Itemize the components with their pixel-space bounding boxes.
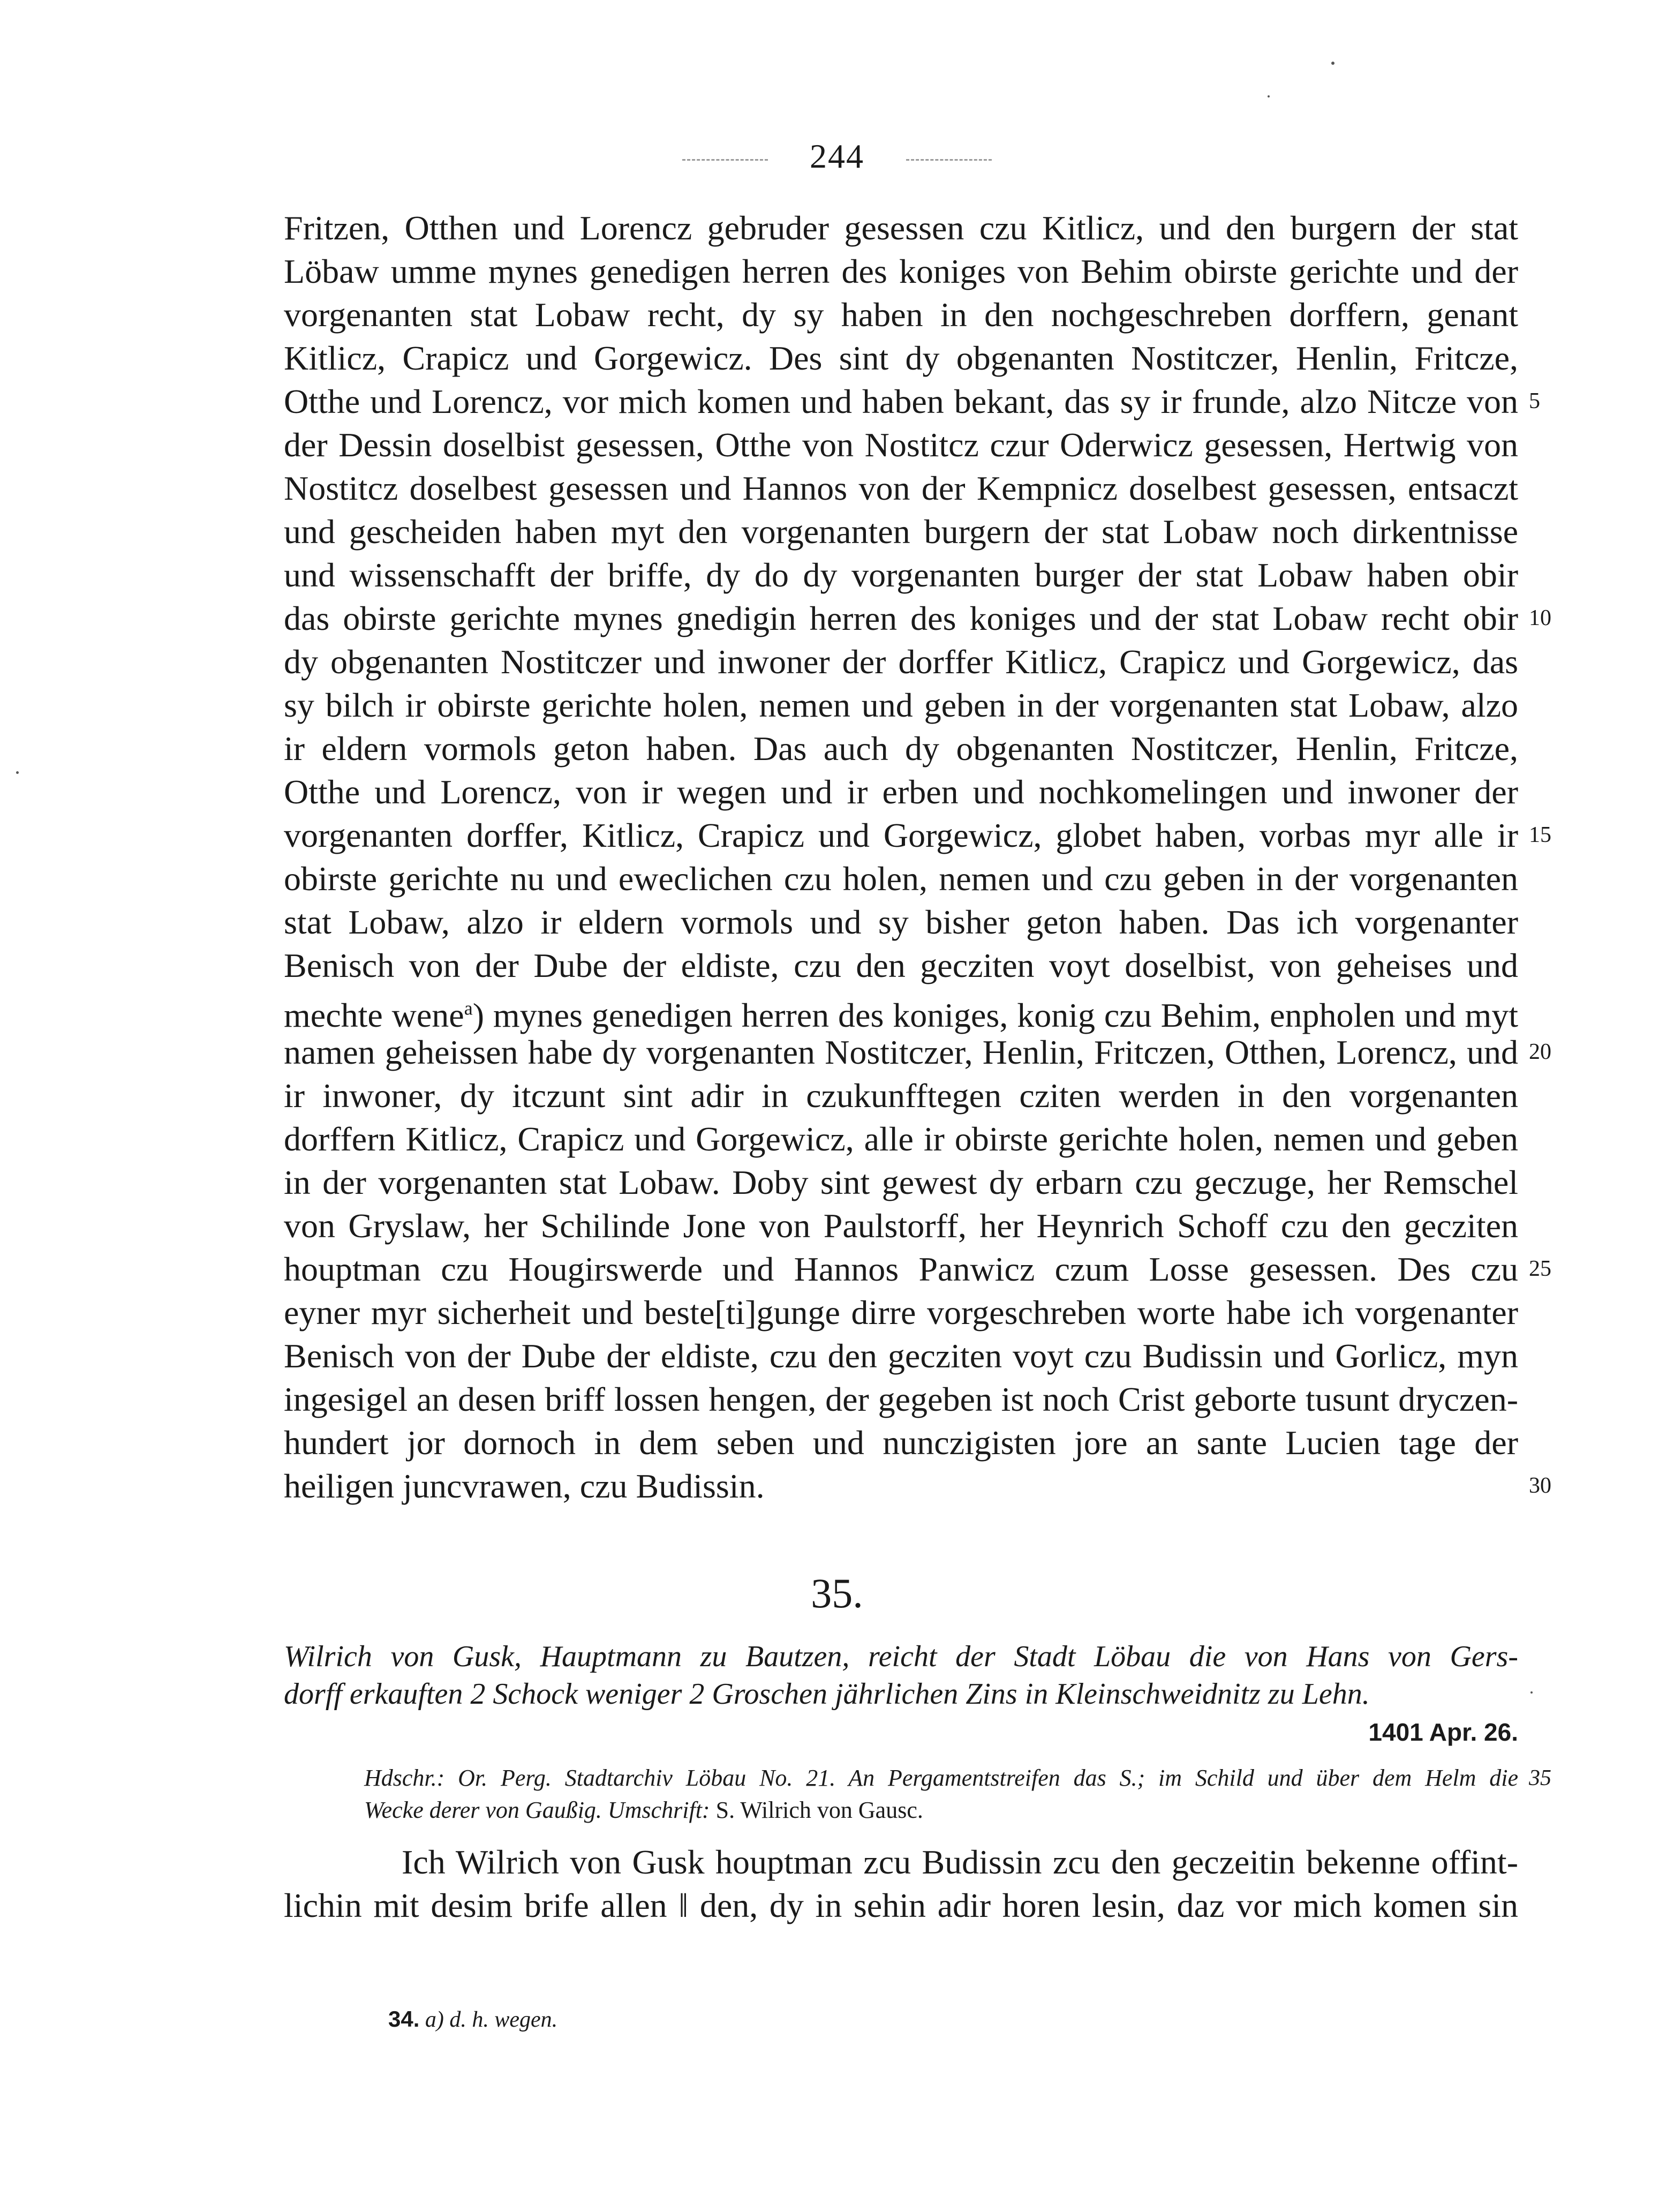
scan-speck	[1331, 62, 1334, 65]
line-number: 10	[1529, 606, 1551, 630]
summary-line: Wilrich von Gusk, Hauptmann zu Bautzen, reicht der Stadt Löbau die von Hans von Gers-	[284, 1640, 1518, 1673]
footnote-ref: 34.	[388, 2006, 420, 2032]
text-line	[284, 336, 1518, 380]
text-line	[284, 293, 1518, 336]
line-number: 15	[1529, 823, 1551, 847]
document-body	[284, 1840, 1518, 1927]
text-line	[284, 380, 1540, 423]
document-number: 35.	[811, 1570, 863, 1616]
text-line-content: dorffern Kitlicz, Crapicz und Gorgewicz, alle ir obirste gerichte holen, nemen und geben	[284, 1120, 1518, 1158]
text-line-content: houptman czu Hougirswerde und Hannos Panwicz czum Losse gesessen. Des czu	[284, 1250, 1518, 1288]
text-line-content: das obirste gerichte mynes gnedigin herren des koniges und der stat Lobaw recht obir	[284, 599, 1518, 637]
summary-line: dorff erkauften 2 Schock weniger 2 Groschen jährlichen Zins in Kleinschweidnitz zu Lehn.	[284, 1677, 1370, 1711]
text-line	[284, 467, 1518, 510]
scan-speck	[16, 771, 19, 774]
text-line	[284, 770, 1518, 814]
text-line	[284, 597, 1551, 640]
text-line	[284, 1247, 1551, 1291]
text-line-content: und gescheiden haben myt den vorgenanten burgern der stat Lobaw noch dirkentnisse	[284, 513, 1518, 551]
source-note	[364, 1762, 1551, 1826]
text-line-content: ingesigel an desen briff lossen hengen, der gegeben ist noch Crist geborte tusunt dryczen-	[284, 1380, 1518, 1418]
text-line-content: obirste gerichte nu und eweclichen czu holen, nemen und czu geben in der vorgenanten	[284, 860, 1518, 898]
source-note-line	[364, 1794, 1518, 1826]
text-line-content: von Gryslaw, her Schilinde Jone von Paulstorff, her Heynrich Schoff czu den gecziten	[284, 1207, 1518, 1245]
text-line-content: Otthe und Lorencz, vor mich komen und haben bekant, das sy ir frunde, alzo Nitcze von	[284, 382, 1518, 420]
text-line-content: stat Lobaw, alzo ir eldern vormols und sy bisher geton haben. Das ich vorgenanter	[284, 903, 1518, 941]
text-line	[284, 727, 1518, 770]
line-number: 20	[1529, 1040, 1551, 1064]
text-line	[284, 944, 1518, 987]
source-note-legend: S. Wilrich von Gausc.	[715, 1797, 923, 1823]
text-line-content: der Dessin doselbist gesessen, Otthe von Nostitcz czur Oderwicz gesessen, Hertwig von	[284, 426, 1518, 464]
text-line	[284, 1074, 1518, 1117]
text-line	[284, 1378, 1518, 1421]
text-line	[284, 1291, 1518, 1334]
text-line-content: Nostitcz doselbest gesessen und Hannos von der Kempnicz doselbest gesessen, entsaczt	[284, 469, 1518, 507]
main-text-block	[284, 206, 1551, 1508]
text-line-content: Löbaw umme mynes genedigen herren des koniges von Behim obirste gerichte und der	[284, 252, 1518, 290]
text-line	[284, 1464, 1551, 1508]
text-line-content: vorgenanten stat Lobaw recht, dy sy haben in den nochgeschreben dorffern, genant	[284, 296, 1518, 334]
text-line	[284, 987, 1519, 1035]
text-line-content: hundert jor dornoch in dem seben und nunczigisten jore an sante Lucien tage der	[284, 1424, 1518, 1462]
text-line	[284, 510, 1518, 553]
text-line	[284, 423, 1518, 467]
scan-speck	[1268, 95, 1270, 97]
line-number: 25	[1529, 1257, 1551, 1281]
text-line-content: sy bilch ir obirste gerichte holen, nemen und geben in der vorgenanten stat Lobaw, alzo	[284, 686, 1518, 724]
source-note-text: Hdschr.: Or. Perg. Stadtarchiv Löbau No. 21. An Pergamentstreifen das S.; im Schild und über dem Helm die	[364, 1765, 1518, 1791]
text-line	[284, 640, 1518, 683]
text-line	[284, 1161, 1518, 1204]
page-header	[0, 137, 1674, 176]
text-line-content: eyner myr sicherheit und beste[ti]gunge dirre vorgeschreben worte habe ich vorgenanter	[284, 1293, 1518, 1331]
text-line	[284, 1334, 1518, 1378]
footnote	[388, 2003, 557, 2036]
text-line-content: Fritzen, Otthen und Lorencz gebruder gesessen czu Kitlicz, und den burgern der stat	[284, 209, 1518, 247]
text-line	[284, 1030, 1551, 1074]
line-number: 5	[1529, 389, 1540, 413]
text-line-content: in der vorgenanten stat Lobaw. Doby sint gewest dy erbarn czu geczuge, her Remschel	[284, 1163, 1518, 1201]
text-line-content: ir eldern vormols geton haben. Das auch dy obgenanten Nostitczer, Henlin, Fritcze,	[284, 729, 1518, 768]
page-number: 244	[810, 137, 864, 175]
header-rule-right	[906, 159, 992, 161]
document-date: 1401 Apr. 26.	[1368, 1718, 1518, 1746]
body-line: Ich Wilrich von Gusk houptman zcu Budissin zcu den geczeitin bekenne offint-	[402, 1843, 1518, 1881]
body-line: lichin mit desim brife allen ‖ den, dy in sehin adir horen lesin, daz vor mich komen sin	[284, 1886, 1518, 1924]
line-number: 30	[1529, 1473, 1551, 1498]
text-line-content: ir inwoner, dy itczunt sint adir in czukunfftegen cziten werden in den vorgenanten	[284, 1077, 1518, 1115]
text-line	[284, 206, 1518, 250]
text-line-content: Otthe und Lorencz, von ir wegen und ir erben und nochkomelingen und inwoner der	[284, 773, 1518, 811]
text-line	[284, 900, 1518, 944]
text-line-content: Benisch von der Dube der eldiste, czu den gecziten voyt doselbist, von geheises und	[284, 946, 1518, 984]
text-line-content: vorgenanten dorffer, Kitlicz, Crapicz und Gorgewicz, globet haben, vorbas myr alle ir	[284, 816, 1518, 854]
text-line	[284, 553, 1518, 597]
text-line-content: namen geheissen habe dy vorgenanten Nostitczer, Henlin, Fritczen, Otthen, Lorencz, und	[284, 1033, 1518, 1071]
text-line	[284, 1421, 1518, 1464]
footnote-marker: a	[464, 998, 473, 1019]
text-line	[284, 814, 1551, 857]
text-line-content: und wissenschafft der briffe, dy do dy vorgenanten burger der stat Lobaw haben obir	[284, 556, 1518, 594]
scan-speck	[1530, 1691, 1533, 1694]
footnote-text: a) d. h. wegen.	[425, 2007, 558, 2032]
line-number: 35	[1529, 1766, 1551, 1790]
source-note-text: Wecke derer von Gaußig. Umschrift:	[364, 1797, 710, 1823]
text-line-content: Kitlicz, Crapicz und Gorgewicz. Des sint dy obgenanten Nostitczer, Henlin, Fritcze,	[284, 339, 1518, 377]
text-line-content: heiligen juncvrawen, czu Budissin.	[284, 1467, 765, 1505]
source-note-line	[364, 1762, 1551, 1794]
text-line-content: mechte wene$^a$) mynes genedigen herren des koniges, konig czu Behim, enpholen und myt	[284, 996, 1519, 1035]
text-line	[284, 683, 1518, 727]
header-rule-left	[682, 159, 768, 161]
document-summary	[284, 1638, 1518, 1713]
text-line	[284, 857, 1518, 900]
text-line	[284, 1204, 1518, 1247]
text-line-content: Benisch von der Dube der eldiste, czu den gecziten voyt czu Budissin und Gorlicz, myn	[284, 1337, 1518, 1375]
text-line	[284, 250, 1518, 293]
text-line-content: dy obgenanten Nostitczer und inwoner der dorffer Kitlicz, Crapicz und Gorgewicz, das	[284, 643, 1518, 681]
text-line	[284, 1117, 1518, 1161]
